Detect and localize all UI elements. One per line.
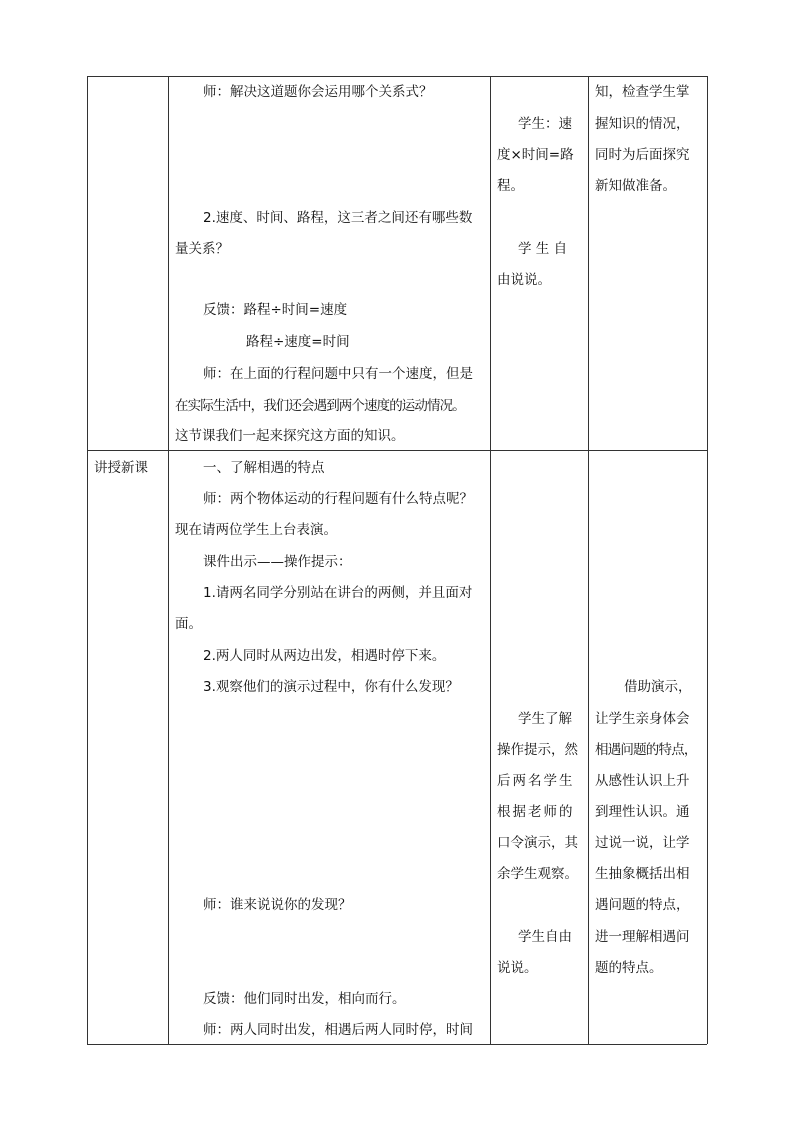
table-bottom-border — [87, 1044, 707, 1045]
column-divider-stage — [168, 76, 169, 1044]
teacher-line: 2.两人同时从两边出发，相遇时停下来。 — [203, 648, 446, 664]
student-line: 后两名学生 — [497, 773, 575, 789]
column-divider-student — [588, 76, 589, 1044]
student-line: 学生自由 — [518, 929, 572, 945]
teacher-line: 师：解决这道题你会运用哪个关系式？ — [203, 84, 433, 100]
student-line: 度×时间=路 — [497, 147, 574, 163]
intent-line: 从感性认识上升 — [595, 773, 690, 789]
student-line: 由说说。 — [497, 272, 551, 288]
teacher-line: 3.观察他们的演示过程中，你有什么发现？ — [203, 679, 459, 695]
intent-line: 同时为后面探究 — [595, 147, 690, 163]
intent-line: 题的特点。 — [595, 960, 663, 976]
teacher-line: 师：两个物体运动的行程问题有什么特点呢？ — [203, 491, 473, 507]
intent-line: 到理性认识。通 — [595, 804, 690, 820]
row-divider — [87, 450, 707, 451]
teacher-line: 面。 — [175, 616, 202, 632]
teacher-line: 课件出示——操作提示： — [203, 554, 352, 570]
teacher-line: 量关系？ — [175, 241, 229, 257]
intent-line: 握知识的情况， — [595, 116, 690, 132]
column-divider-teacher — [490, 76, 491, 1044]
teacher-line: 在实际生活中，我们还会遇到两个速度的运动情况。 — [175, 398, 465, 414]
teacher-line: 1.请两名同学分别站在讲台的两侧，并且面对 — [203, 585, 473, 601]
teacher-line: 师：在上面的行程问题中只有一个速度，但是 — [203, 366, 473, 382]
intent-line: 遇问题的特点， — [595, 897, 690, 913]
teacher-line: 反馈：路程÷时间=速度 — [203, 302, 348, 318]
table-left-border — [87, 76, 88, 1044]
student-line: 学生了解 — [518, 711, 572, 727]
intent-line: 让学生亲身体会 — [595, 711, 690, 727]
teacher-line: 2.速度、时间、路程，这三者之间还有哪些数 — [203, 210, 473, 226]
table-top-border — [87, 76, 707, 77]
student-line: 口令演示，其 — [497, 835, 578, 851]
stage-label: 讲授新课 — [94, 460, 148, 476]
teacher-line: 这节课我们一起来探究这方面的知识。 — [175, 428, 405, 444]
student-line: 操作提示，然 — [497, 742, 578, 758]
student-line: 说说。 — [497, 960, 538, 976]
teacher-line: 师：两人同时出发，相遇后两人同时停，时间 — [203, 1022, 473, 1038]
intent-line: 借助演示， — [624, 679, 692, 695]
intent-line: 进一理解相遇问 — [595, 929, 690, 945]
intent-line: 新知做准备。 — [595, 178, 676, 194]
teacher-line: 师：谁来说说你的发现？ — [203, 897, 352, 913]
intent-line: 过说一说，让学 — [595, 835, 690, 851]
student-line: 学生：速 — [518, 116, 572, 132]
student-line: 余学生观察。 — [497, 866, 578, 882]
intent-line: 知，检查学生掌 — [595, 84, 690, 100]
student-line: 程。 — [497, 178, 524, 194]
student-line: 根据老师的 — [497, 804, 575, 820]
intent-line: 生抽象概括出相 — [595, 866, 690, 882]
table-right-border — [707, 76, 708, 1044]
student-line: 学 生 自 — [518, 241, 568, 257]
teacher-line: 反馈：他们同时出发，相向而行。 — [203, 991, 406, 1007]
teacher-line: 路程÷速度=时间 — [246, 334, 350, 350]
teacher-line: 现在请两位学生上台表演。 — [175, 522, 337, 538]
intent-line: 相遇问题的特点， — [595, 742, 697, 758]
teacher-line: 一、了解相遇的特点 — [203, 460, 325, 476]
